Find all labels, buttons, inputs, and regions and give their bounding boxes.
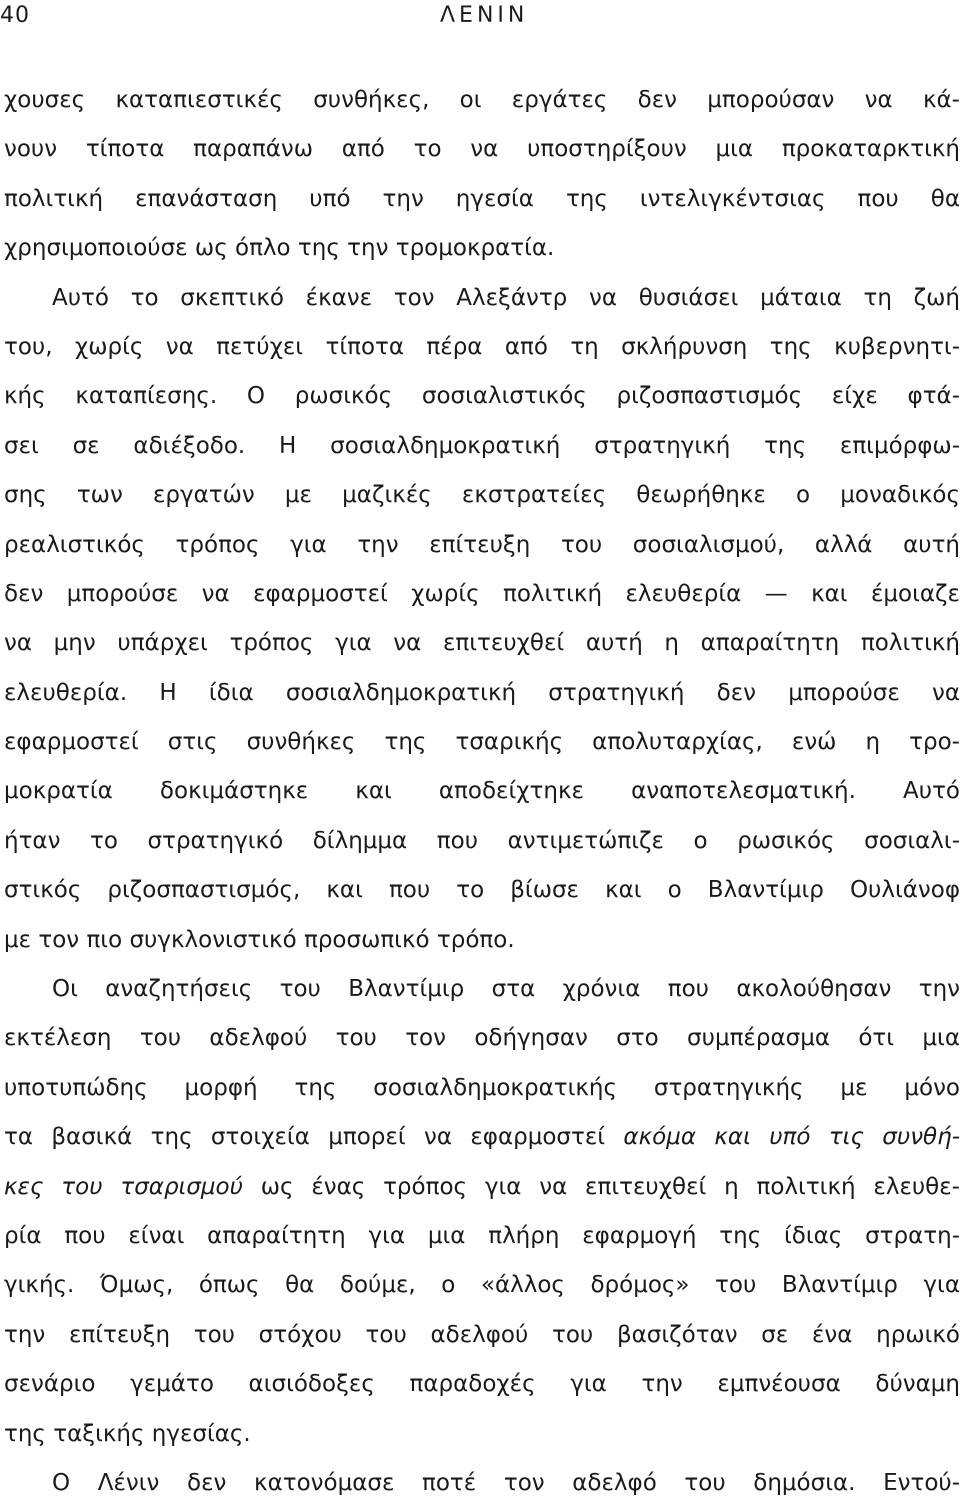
text-line: Οι αναζητήσεις του Βλαντίμιρ στα χρόνια που ακολούθησαν την <box>52 976 960 1003</box>
text-line: γικής. Όμως, όπως θα δούμε, ο «άλλος δρόμος» του Βλαντίμιρ για <box>4 1272 960 1299</box>
text-line: στικός ριζοσπαστισμός, και που το βίωσε και ο Βλαντίμιρ Ουλιάνοφ <box>4 877 960 904</box>
text-line: χρησιμοποιούσε ως όπλο της την τρομοκρατία. <box>4 235 555 262</box>
text-line-with-emphasis <box>4 1163 960 1212</box>
text-line: ρία που είναι απαραίτητη για μια πλήρη εφαρμογή της ίδιας στρατη- <box>4 1222 960 1249</box>
text-line: χουσες καταπιεστικές συνθήκες, οι εργάτες δεν μπορούσαν να κά- <box>4 87 960 113</box>
page-number: 40 <box>0 3 30 28</box>
text-line: δεν μπορούσε να εφαρμοστεί χωρίς πολιτική ελευθερία — και έμοιαζε <box>4 580 960 607</box>
text-line: πολιτική επανάσταση υπό την ηγεσία της ιντελιγκέντσιας που θα <box>4 185 960 212</box>
text-line: μοκρατία δοκιμάστηκε και αποδείχτηκε αναποτελεσματική. Αυτό <box>4 778 960 805</box>
text-line: την επίτευξη του στόχου του αδελφού του βασιζόταν σε ένα ηρωικό <box>4 1321 960 1348</box>
text-line: σενάριο γεμάτο αισιόδοξες παραδοχές για την εμπνέουσα δύναμη <box>4 1371 960 1398</box>
text-line: με τον πιο συγκλονιστικό προσωπικό τρόπο. <box>4 926 515 953</box>
text-line: σης των εργατών με μαζικές εκστρατείες θεωρήθηκε ο μοναδικός <box>4 482 960 509</box>
emphasized-text: κες του τσαρισμού <box>4 1173 243 1200</box>
text-line: νουν τίποτα παραπάνω από το να υποστηρίξουν μια προκαταρκτική <box>4 136 960 163</box>
emphasized-text: ακόμα και υπό τις συνθή- <box>623 1124 960 1151</box>
text-run: ως ένας τρόπος για να επιτευχθεί η πολιτική ελευθε- <box>242 1173 960 1200</box>
text-line: της ταξικής ηγεσίας. <box>4 1420 251 1447</box>
text-line: εκτέλεση του αδελφού του τον οδήγησαν στο συμπέρασμα ότι μια <box>4 1025 960 1052</box>
text-line: υποτυπώδης μορφή της σοσιαλδημοκρατικής στρατηγικής με μόνο <box>4 1074 960 1101</box>
text-line: ελευθερία. Η ίδια σοσιαλδημοκρατική στρατηγική δεν μπορούσε να <box>4 679 960 706</box>
text-line: του, χωρίς να πετύχει τίποτα πέρα από τη σκλήρυνση της κυβερνητι- <box>4 333 960 360</box>
text-line: κής καταπίεσης. Ο ρωσικός σοσιαλιστικός ριζοσπαστισμός είχε φτά- <box>4 383 960 410</box>
text-line-with-emphasis <box>4 1113 960 1162</box>
text-run: τα βασικά της στοιχεία μπορεί να εφαρμοστεί <box>4 1124 624 1151</box>
text-line: Ο Λένιν δεν κατονόμασε ποτέ τον αδελφό του δημόσια. Εντού- <box>52 1469 960 1496</box>
text-line: ήταν το στρατηγικό δίλημμα που αντιμετώπιζε ο ρωσικός σοσιαλι- <box>4 827 960 854</box>
text-line: εφαρμοστεί στις συνθήκες της τσαρικής απολυταρχίας, ενώ η τρο- <box>4 729 960 756</box>
running-head: ΛΕΝΙΝ <box>440 3 529 28</box>
text-line: σει σε αδιέξοδο. Η σοσιαλδημοκρατική στρατηγική της επιμόρφω- <box>4 432 960 459</box>
text-line: Αυτό το σκεπτικό έκανε τον Αλεξάντρ να θυσιάσει μάταια τη ζωή <box>52 284 960 311</box>
body-text <box>4 76 960 1508</box>
text-line: ρεαλιστικός τρόπος για την επίτευξη του σοσιαλισμού, αλλά αυτή <box>4 531 960 558</box>
text-line: να μην υπάρχει τρόπος για να επιτευχθεί αυτή η απαραίτητη πολιτική <box>4 630 960 657</box>
